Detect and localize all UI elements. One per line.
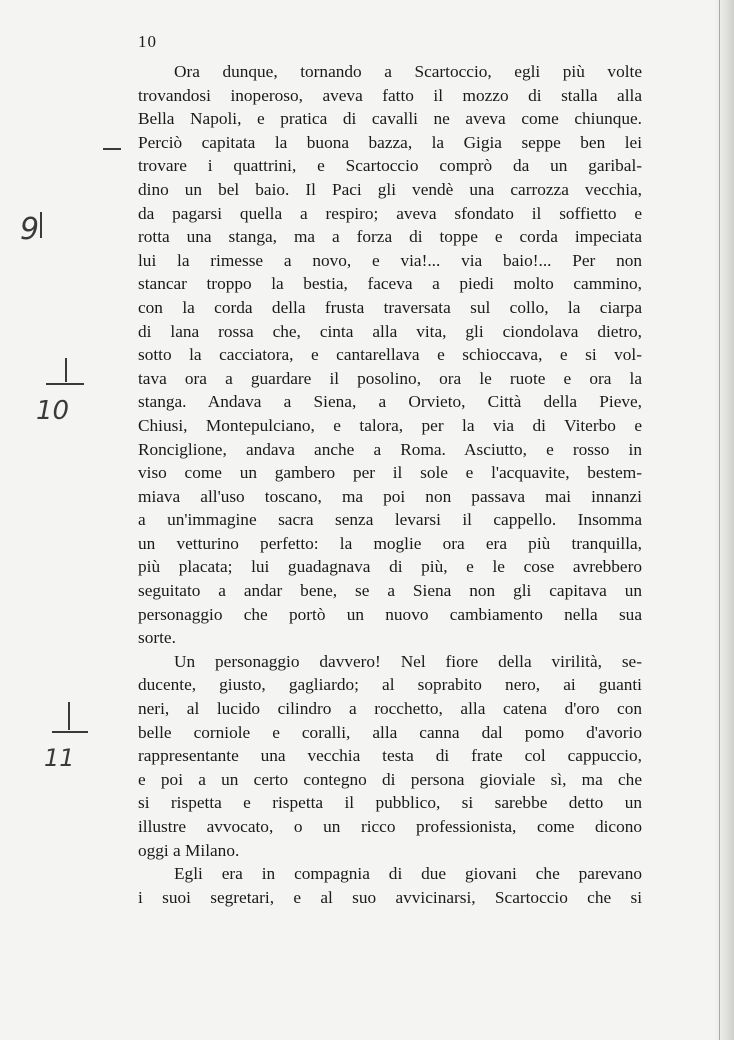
text-line: trovandosi inoperoso, aveva fatto il mozzo di stalla alla <box>138 85 642 105</box>
text-line: belle corniole e coralli, alla canna dal pomo d'avorio <box>138 722 642 742</box>
paragraph-1 <box>138 60 642 650</box>
text-line: a un'immagine sacra senza levarsi il cappello. Insomma <box>138 510 642 530</box>
text-line: illustre avvocato, o un ricco professionista, come dicono <box>138 817 642 836</box>
text-line: sorte. <box>138 628 176 648</box>
text-line: Un personaggio davvero! Nel fiore della virilità, se- <box>174 651 642 671</box>
text-line: i suoi segretari, e al suo avvicinarsi, Scartoccio che si <box>138 887 642 907</box>
margin-tick-b-vertical <box>65 358 67 382</box>
page-body-text <box>138 60 642 909</box>
text-line: rotta una stanga, ma a forza di toppe e corda impeciata <box>138 227 642 247</box>
page-number: 10 <box>138 32 157 51</box>
margin-tick-c-vertical <box>68 702 70 730</box>
text-line: Ora dunque, tornando a Scartoccio, egli più volte <box>174 62 642 81</box>
page-edge-line <box>719 0 720 1040</box>
text-line: Ronciglione, andava anche a Roma. Asciutto, e rosso in <box>138 439 642 459</box>
text-line: Chiusi, Montepulciano, e talora, per la via di Viterbo e <box>138 415 642 435</box>
text-line: personaggio che portò un nuovo cambiamento nella sua <box>138 604 642 624</box>
text-line: stanga. Andava a Siena, a Orvieto, Città della Pieve, <box>138 392 642 412</box>
text-line: Bella Napoli, e pratica di cavalli ne aveva come chiunque. <box>138 109 642 129</box>
text-line: si rispetta e rispetta il pubblico, si sarebbe detto un <box>138 793 642 813</box>
text-line: più placata; lui guadagnava di più, e le cose avrebbero <box>138 557 642 577</box>
text-line: sotto la cacciatora, e cantarellava e schioccava, e si vol- <box>138 345 642 365</box>
text-line: viso come un gambero per il sole e l'acquavite, bestem- <box>138 463 642 483</box>
text-line: di lana rossa che, cinta alla vita, gli ciondolava dietro, <box>138 321 642 341</box>
margin-tick-b-horizontal <box>46 383 84 385</box>
text-line: e poi a un certo contegno di persona gioviale sì, ma che <box>138 769 642 789</box>
margin-tick-a2 <box>40 212 42 238</box>
page-edge-shadow <box>714 0 734 1040</box>
text-line: miava all'uso toscano, ma poi non passava mai innanzi <box>138 486 642 506</box>
text-line: dino un bel baio. Il Paci gli vendè una carrozza vecchia, <box>138 179 642 199</box>
margin-note-a: 9 <box>20 212 40 247</box>
text-line: lui la rimesse a novo, e via!... via baio!... Per non <box>138 250 642 270</box>
text-line: un vetturino perfetto: la moglie ora era più tranquilla, <box>138 533 642 553</box>
text-line: ducente, giusto, gagliardo; al soprabito nero, ai guanti <box>138 675 642 695</box>
text-line: oggi a Milano. <box>138 840 240 860</box>
text-line: trovare i quattrini, e Scartoccio comprò da un garibal- <box>138 156 642 176</box>
text-line: Egli era in compagnia di due giovani che parevano <box>174 864 642 884</box>
margin-tick-c-horizontal <box>52 731 88 733</box>
paragraph-2 <box>138 650 642 862</box>
margin-note-b: 10 <box>36 396 70 426</box>
text-line: tava ora a guardare il posolino, ora le ruote e ora la <box>138 368 642 388</box>
margin-tick-a <box>103 148 121 150</box>
margin-note-c: 11 <box>44 744 75 772</box>
text-line: seguitato a andar bene, se a Siena non gli capitava un <box>138 581 642 601</box>
text-line: da pagarsi quella a respiro; aveva sfondato il soffietto e <box>138 203 642 223</box>
text-line: con la corda della frusta traversata sul collo, la ciarpa <box>138 297 642 317</box>
text-line: Perciò capitata la buona bazza, la Gigia seppe ben lei <box>138 132 642 152</box>
paragraph-3 <box>138 862 642 909</box>
text-line: stancar troppo la bestia, faceva a piedi molto cammino, <box>138 274 642 294</box>
text-line: neri, al lucido cilindro a rocchetto, alla catena d'oro con <box>138 699 642 719</box>
text-line: rappresentante una vecchia testa di frate col cappuccio, <box>138 746 642 766</box>
